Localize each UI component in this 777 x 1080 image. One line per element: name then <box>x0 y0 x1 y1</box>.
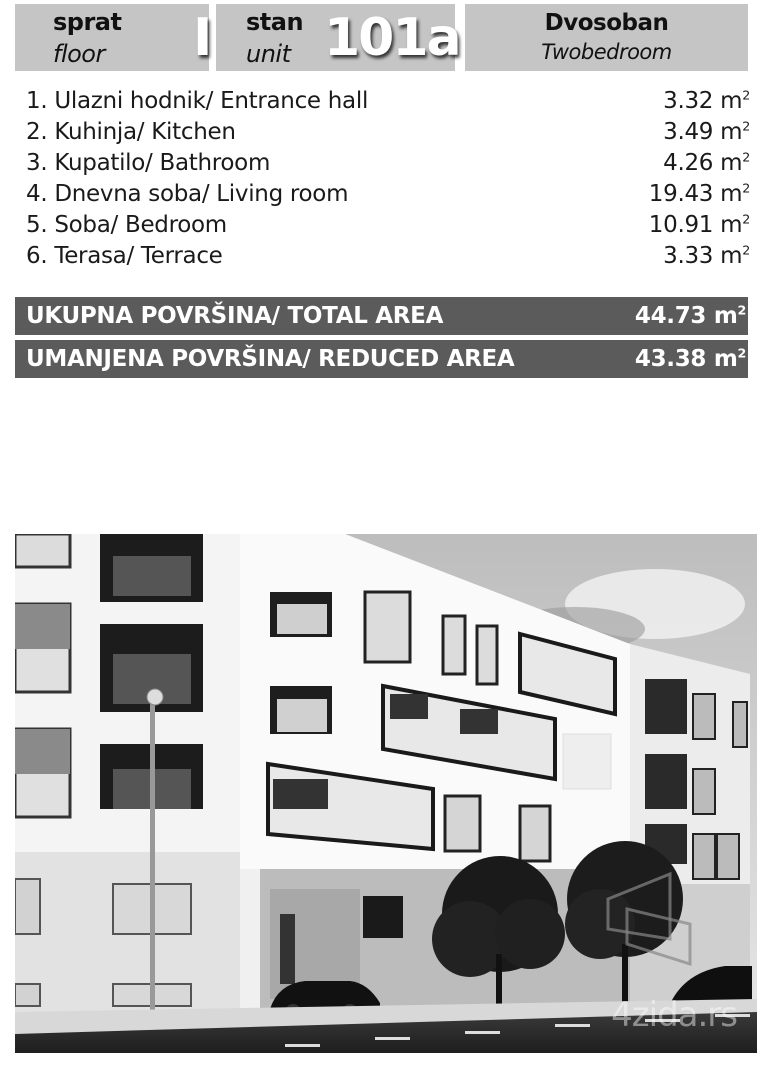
building-illustration <box>15 534 757 1053</box>
floor-value: I <box>193 8 213 68</box>
room-row <box>26 117 750 148</box>
room-name: 6. Terasa/ Terrace <box>26 243 223 269</box>
floor-box <box>15 4 213 71</box>
apartment-type-box <box>465 4 748 71</box>
floor-label-local: sprat <box>53 8 122 36</box>
room-area: 4.26 $m^2$ <box>663 149 750 176</box>
total-area-label: UKUPNA POVRŠINA/ TOTAL AREA <box>26 303 444 329</box>
room-name: 2. Kuhinja/ Kitchen <box>26 119 236 145</box>
room-name: 1. Ulazni hodnik/ Entrance hall <box>26 88 369 114</box>
room-row <box>26 179 750 210</box>
watermark-text: 4zida.rs <box>611 995 737 1035</box>
room-row <box>26 86 750 117</box>
unit-value: 101a <box>324 8 460 68</box>
room-row <box>26 241 750 272</box>
unit-box <box>216 4 460 71</box>
building-render-image <box>15 534 757 1053</box>
room-list <box>26 86 750 272</box>
room-row <box>26 210 750 241</box>
room-area: 3.49 $m^2$ <box>663 118 750 145</box>
room-area: 3.33 $m^2$ <box>663 242 750 269</box>
room-name: 5. Soba/ Bedroom <box>26 212 227 238</box>
type-label-local: Dvosoban <box>544 10 669 36</box>
room-area: 3.32 $m^2$ <box>663 87 750 114</box>
total-area-bar <box>15 297 748 335</box>
room-area: 19.43 $m^2$ <box>648 180 750 207</box>
room-name: 4. Dnevna soba/ Living room <box>26 181 349 207</box>
room-row <box>26 148 750 179</box>
floor-label-en: floor <box>53 40 105 68</box>
total-area-value: 44.73 $m^2$ <box>634 302 746 329</box>
room-name: 3. Kupatilo/ Bathroom <box>26 150 271 176</box>
reduced-area-bar <box>15 340 748 378</box>
room-area: 10.91 $m^2$ <box>648 211 750 238</box>
unit-label-local: stan <box>246 8 304 36</box>
type-label-en: Twobedroom <box>541 40 672 64</box>
reduced-area-label: UMANJENA POVRŠINA/ REDUCED AREA <box>26 346 515 372</box>
reduced-area-value: 43.38 $m^2$ <box>634 345 746 372</box>
unit-label-en: unit <box>246 40 291 68</box>
